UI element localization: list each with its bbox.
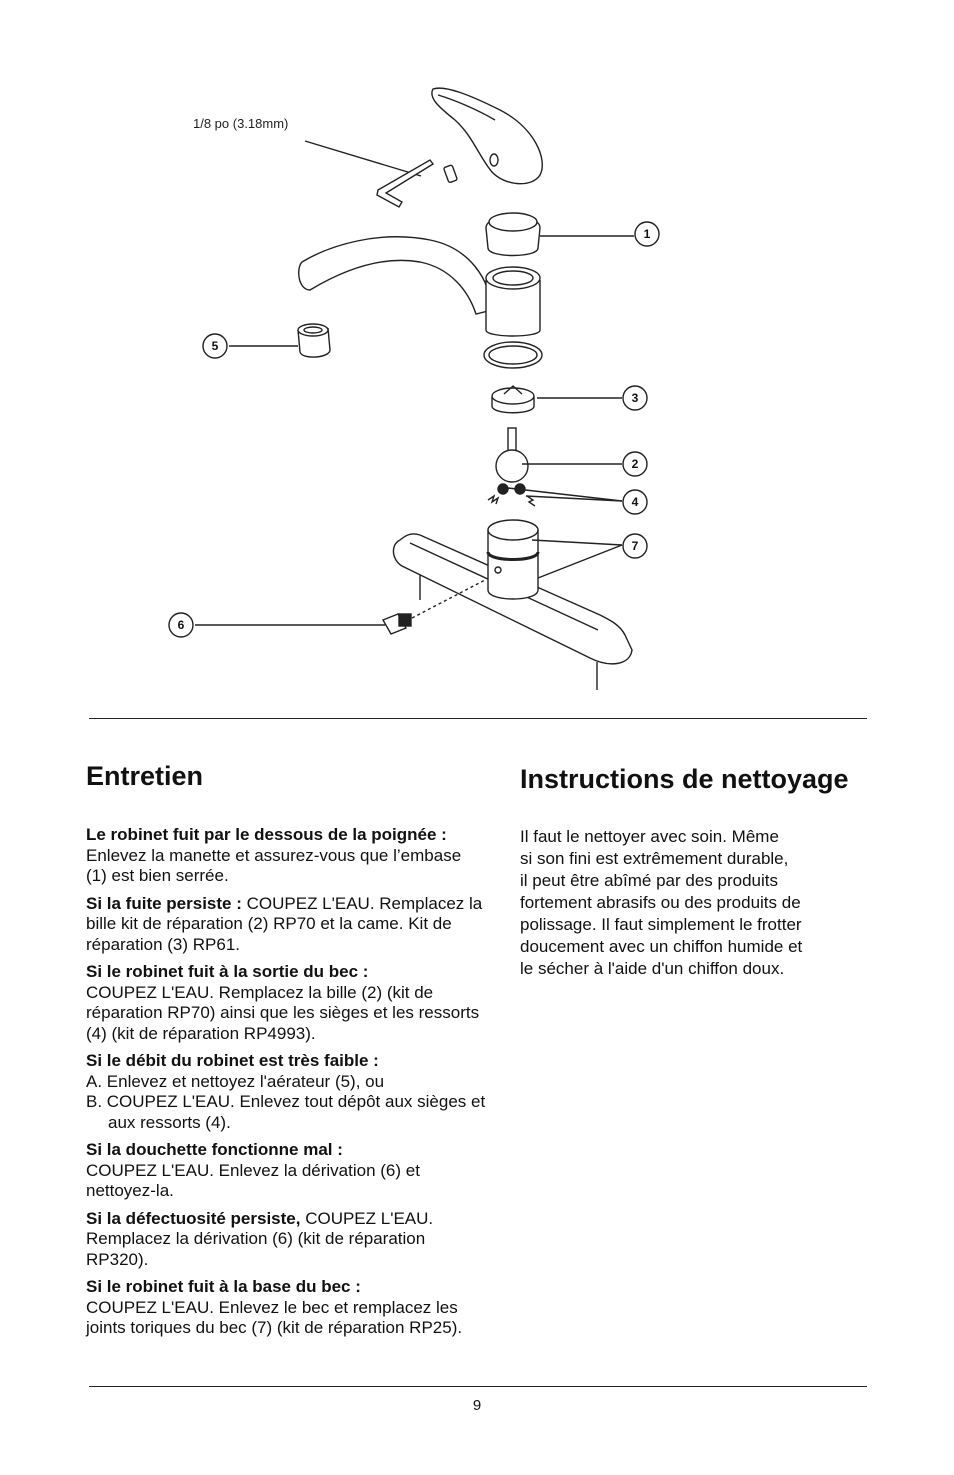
callout-3-label: 3	[631, 391, 639, 405]
cleaning-line: si son fini est extrêmement durable,	[520, 849, 789, 868]
cleaning-section	[520, 826, 850, 980]
bottom-divider	[89, 1386, 867, 1387]
entry-answer: Enlevez la manette et assurez-vous que l’embase (1) est bien serrée.	[86, 845, 462, 885]
entry-answer: COUPEZ L'EAU. Enlevez la dérivation (6) et nettoyez-la.	[86, 1160, 420, 1200]
cleaning-line: polissage. Il faut simplement le frotter	[520, 915, 802, 934]
entry-question: Si la douchette fonctionne mal :	[86, 1140, 343, 1159]
callout-6-label: 6	[177, 618, 185, 632]
entry-question: Si le robinet fuit à la base du bec :	[86, 1277, 361, 1296]
seats-springs-icon	[488, 484, 535, 506]
maintenance-entry	[86, 1051, 486, 1133]
ball-icon	[496, 428, 528, 482]
maintenance-entry	[86, 962, 486, 1044]
page-number: 9	[472, 1397, 482, 1414]
entry-step-b: B. COUPEZ L'EAU. Enlevez tout dépôt aux sièges et aux ressorts (4).	[86, 1092, 486, 1132]
entry-answer: COUPEZ L'EAU. Enlevez le bec et remplacez les joints toriques du bec (7) (kit de réparation RP25).	[86, 1297, 463, 1337]
maintenance-entry	[86, 1140, 486, 1202]
callout-1-label: 1	[643, 227, 651, 241]
entry-question: Le robinet fuit par le dessous de la poignée :	[86, 825, 447, 844]
cleaning-line: fortement abrasifs ou des produits de	[520, 893, 801, 912]
faucet-exploded-diagram	[0, 0, 954, 710]
entry-question: Si le robinet fuit à la sortie du bec :	[86, 962, 369, 981]
allen-wrench-icon	[377, 160, 433, 207]
maintenance-entry	[86, 1209, 486, 1271]
cleaning-line: il peut être abîmé par des produits	[520, 871, 778, 890]
cleaning-line: doucement avec un chiffon humide et	[520, 937, 803, 956]
cam-icon	[492, 386, 534, 413]
entry-answer: COUPEZ L'EAU. Remplacez la bille kit de réparation (2) RP70 et la came. Kit de réparation (3) RP61.	[86, 893, 483, 954]
maintenance-entry	[86, 1277, 486, 1339]
maintenance-section	[86, 825, 486, 1346]
entry-question: Si la fuite persiste :	[86, 893, 242, 913]
callout-5-label: 5	[211, 339, 219, 353]
entry-question: Si le débit du robinet est très faible :	[86, 1051, 379, 1070]
entry-question: Si la défectuosité persiste,	[86, 1208, 301, 1228]
maintenance-entry	[86, 825, 486, 887]
faucet-body-icon	[393, 520, 632, 690]
cleaning-line: le sécher à l'aide d'un chiffon doux.	[520, 959, 785, 978]
entry-step-a: A. Enlevez et nettoyez l'aérateur (5), ou	[86, 1071, 385, 1091]
wrench-size-label: 1/8 po (3.18mm)	[193, 116, 289, 131]
set-screw-icon	[444, 165, 458, 183]
maintenance-entry	[86, 894, 486, 956]
aerator-icon	[298, 324, 330, 357]
callout-4-label: 4	[631, 495, 639, 509]
maintenance-title: Entretien	[86, 761, 204, 791]
callout-7-label: 7	[631, 539, 639, 553]
cleaning-title: Instructions de nettoyage	[520, 764, 849, 794]
entry-answer: COUPEZ L'EAU. Remplacez la bille (2) (kit de réparation RP70) ainsi que les sièges et les ressorts (4) (kit de réparation RP4993).	[86, 982, 480, 1043]
top-divider	[89, 718, 867, 719]
cap-icon	[486, 213, 540, 256]
cleaning-line: Il faut le nettoyer avec soin. Même	[520, 827, 779, 846]
entry-answer: COUPEZ L'EAU. Remplacez la dérivation (6) (kit de réparation RP320).	[86, 1208, 434, 1269]
callout-2-label: 2	[631, 457, 639, 471]
